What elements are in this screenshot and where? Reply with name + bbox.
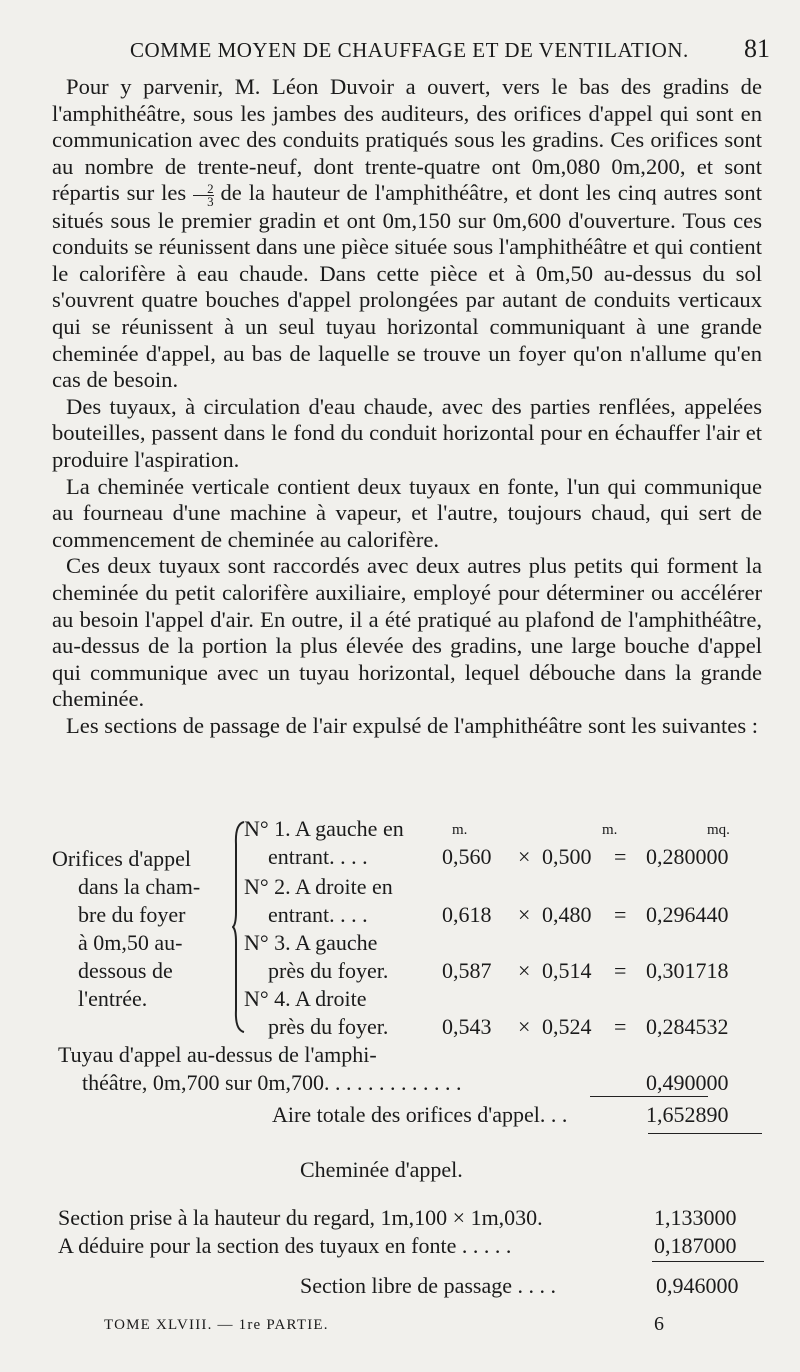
page-footer bbox=[104, 1313, 664, 1339]
times-sign: × bbox=[518, 902, 531, 927]
paragraph-1-part-b: de la hauteur de l'amphithéâtre, et dont les cinq autres sont situés sous le premier gradin et ont 0m,150 sur 0m,600 d'ouverture. Tous ces conduits se réunissent dans une pièce située sous l'amphithéâtre et qui contient le calorifère à eau chaude. Dans cette pièce et à 0m,50 au-dessus du sol s'ouvrent quatre bouches d'appel prolongées par autant de conduits verticaux qui se réunissent à un seul tuyau horizontal communiquant à une grande cheminée d'appel, au bas de laquelle se trouve un foyer qu'on n'allume qu'en cas de besoin. bbox=[52, 180, 762, 393]
aire-rule bbox=[648, 1133, 762, 1134]
row-4-b: 0,524 bbox=[542, 1014, 592, 1039]
row-4-a: 0,543 bbox=[442, 1014, 492, 1039]
row-4-label: N° 4. A droite bbox=[244, 986, 367, 1011]
paragraph-2: Des tuyaux, à circulation d'eau chaude, avec des parties renflées, appelées bouteilles, passent dans le fond du conduit horizontal pour en échauffer l'air et produire l'aspiration. bbox=[52, 393, 762, 473]
row-1-label: N° 1. A gauche en bbox=[244, 816, 404, 841]
paragraph-1-part-a: Pour y parvenir, M. Léon Duvoir a ouvert, vers le bas des gradins de l'amphithéâtre, sous les jambes des auditeurs, des orifices d'appel qui sont en communication avec des conduits pratiqués sous les gradins. Ces orifices sont au nombre de trente-neuf, dont trente-quatre ont 0m,080 0m,200, et sont répartis sur les bbox=[52, 74, 762, 206]
sum-rule bbox=[590, 1096, 708, 1097]
row-3-label: N° 3. A gauche bbox=[244, 930, 378, 955]
left-label-line: à 0m,50 au- bbox=[78, 930, 183, 955]
paragraph-4: Ces deux tuyaux sont raccordés avec deux autres plus petits qui forment la cheminée du petit calorifère auxiliaire, employé pour déterminer ou accélérer au besoin l'appel d'air. En outre, il a été pratiqué au plafond de l'amphithéâtre, au-dessus de la portion la plus élevée des gradins, une large bouche d'appel qui communique avec un tuyau horizontal, lequel débouche dans la grande cheminée. bbox=[52, 553, 762, 712]
fraction-numerator: 2 bbox=[193, 183, 214, 196]
row-2-c: 0,296440 bbox=[646, 902, 729, 927]
equals-sign: = bbox=[614, 902, 627, 927]
row-4-label-cont: près du foyer. bbox=[268, 1014, 389, 1039]
paragraph-1 bbox=[52, 74, 762, 394]
running-title: COMME MOYEN DE CHAUFFAGE ET DE VENTILATION. bbox=[130, 38, 689, 62]
row-3-c: 0,301718 bbox=[646, 958, 729, 983]
page-number: 81 bbox=[744, 34, 770, 63]
libre-value: 0,946000 bbox=[656, 1273, 739, 1298]
deduire-value: 0,187000 bbox=[654, 1233, 737, 1258]
tuyau-line-1: Tuyau d'appel au-dessus de l'amphi- bbox=[58, 1042, 377, 1067]
left-label-line: dessous de bbox=[78, 958, 173, 983]
left-label-line: l'entrée. bbox=[78, 986, 148, 1011]
row-1-c: 0,280000 bbox=[646, 844, 729, 869]
row-2-label: N° 2. A droite en bbox=[244, 874, 393, 899]
section-value: 1,133000 bbox=[654, 1205, 737, 1230]
libre-rule bbox=[652, 1261, 764, 1262]
running-header bbox=[52, 34, 770, 68]
times-sign: × bbox=[518, 1014, 531, 1039]
times-sign: × bbox=[518, 844, 531, 869]
row-3-a: 0,587 bbox=[442, 958, 492, 983]
unit-b: m. bbox=[602, 822, 618, 838]
aire-value: 1,652890 bbox=[646, 1102, 729, 1127]
fraction-denominator: 3 bbox=[207, 193, 214, 209]
cheminee-heading: Cheminée d'appel. bbox=[300, 1157, 463, 1182]
left-label-line: dans la cham- bbox=[78, 874, 201, 899]
equals-sign: = bbox=[614, 1014, 627, 1039]
equals-sign: = bbox=[614, 958, 627, 983]
left-label-line: bre du foyer bbox=[78, 902, 186, 927]
equals-sign: = bbox=[614, 844, 627, 869]
row-4-c: 0,284532 bbox=[646, 1014, 729, 1039]
unit-a: m. bbox=[452, 822, 468, 838]
row-1-label-cont: entrant. . . . bbox=[268, 844, 368, 869]
unit-c: mq. bbox=[707, 822, 730, 838]
tuyau-value: 0,490000 bbox=[646, 1070, 729, 1095]
paragraph-3: La cheminée verticale contient deux tuyaux en fonte, l'un qui communique au fourneau d'une machine à vapeur, et l'autre, toujours chaud, qui sert de commencement de cheminée au calorifère. bbox=[52, 473, 762, 552]
row-1-a: 0,560 bbox=[442, 844, 492, 869]
footer-signature: 6 bbox=[654, 1313, 664, 1335]
times-sign: × bbox=[518, 958, 531, 983]
fraction-two-thirds bbox=[193, 180, 214, 209]
libre-label: Section libre de passage . . . . bbox=[300, 1273, 556, 1298]
tuyau-line-2: théâtre, 0m,700 sur 0m,700. . . . . . . . . . . . . bbox=[82, 1070, 462, 1095]
row-1-b: 0,500 bbox=[542, 844, 592, 869]
aire-label: Aire totale des orifices d'appel. . . bbox=[272, 1102, 568, 1127]
row-3-label-cont: près du foyer. bbox=[268, 958, 389, 983]
row-2-label-cont: entrant. . . . bbox=[268, 902, 368, 927]
main-text bbox=[52, 74, 762, 740]
sections-table bbox=[52, 812, 762, 1122]
row-2-a: 0,618 bbox=[442, 902, 492, 927]
deduire-label: A déduire pour la section des tuyaux en fonte . . . . . bbox=[58, 1233, 512, 1258]
section-label: Section prise à la hauteur du regard, 1m,100 × 1m,030. bbox=[58, 1205, 543, 1230]
row-2-b: 0,480 bbox=[542, 902, 592, 927]
left-label-line: Orifices d'appel bbox=[52, 846, 191, 871]
paragraph-5: Les sections de passage de l'air expulsé de l'amphithéâtre sont les suivantes : bbox=[66, 712, 759, 738]
row-3-b: 0,514 bbox=[542, 958, 592, 983]
footer-volume: TOME XLVIII. — 1re PARTIE. bbox=[104, 1317, 329, 1333]
